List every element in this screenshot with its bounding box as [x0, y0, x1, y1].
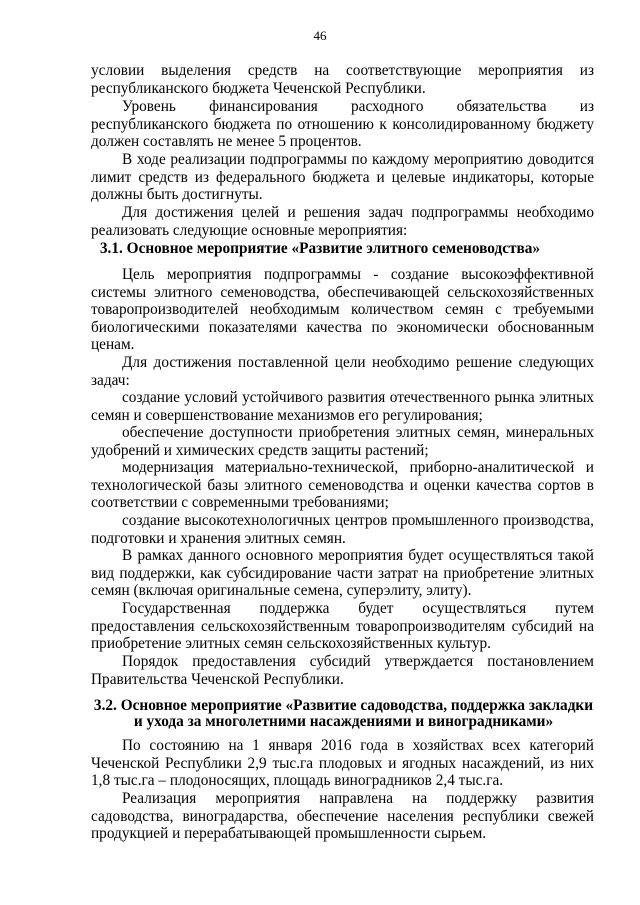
section-heading-3-2-line2: и ухода за многолетними насаждениями и виноградниками» [133, 713, 554, 730]
page-number: 46 [313, 28, 327, 43]
task-item-2: обеспечение доступности приобретения элитных семян, минеральных удобрений и химических средств защиты растений; [91, 424, 594, 459]
paragraph-status-2016: По состоянию на 1 января 2016 года в хозяйствах всех категорий Чеченской Республики 2,9 тыс.га плодовых и ягодных насаждений, из них 1,8 тыс.га – плодоносящих, площадь виноградников 2,4 тыс.га. [91, 737, 594, 790]
paragraph-implementation: Реализация мероприятия направлена на поддержку развития садоводства, виноградарства, обеспечение населения республики свежей продукцией и перерабатывающей промышленности сырьем. [91, 790, 594, 843]
paragraph-state-support: Государственная поддержка будет осуществляться путем предоставления сельскохозяйственным товаропроизводителям субсидий на приобретение элитных семян сельскохозяйственных культур. [91, 600, 594, 653]
paragraph-goal: Цель мероприятия подпрограммы - создание высокоэффективной системы элитного семеноводства, обеспечивающей сельскохозяйственных товаропроизводителей необходимым количеством семян с требуемыми биологическими показателями качества по экономически обоснованным ценам. [91, 266, 594, 354]
section-heading-3-2 [91, 698, 596, 730]
task-item-3: модернизация материально-технической, приборно-аналитической и технологической базы элитного семеноводства и оценки качества сортов в соответствии с современными требованиями; [91, 459, 594, 512]
section-heading-3-2-line1: 3.2. Основное мероприятие «Развитие садоводства, поддержка закладки [93, 697, 594, 714]
paragraph-support-type: В рамках данного основного мероприятия будет осуществляться такой вид поддержки, как субсидирование части затрат на приобретение элитных семян (включая оригинальные семена, суперэлиту, элиту). [91, 547, 594, 600]
paragraph-tasks-intro: Для достижения поставленной цели необходимо решение следующих задач: [91, 354, 594, 389]
task-item-4: создание высокотехнологичных центров промышленного производства, подготовки и хранения элитных семян. [91, 512, 594, 547]
section-heading-3-1: 3.1. Основное мероприятие «Развитие элитного семеноводства» [99, 240, 541, 257]
paragraph-measures-intro: Для достижения целей и решения задач подпрограммы необходимо реализовать следующие основные мероприятия: [91, 204, 594, 239]
task-item-1: создание условий устойчивого развития отечественного рынка элитных семян и совершенствование механизмов его регулирования; [91, 389, 594, 424]
paragraph-financing-level: Уровень финансирования расходного обязательства из республиканского бюджета по отношению к консолидированному бюджету должен составлять не менее 5 процентов. [91, 98, 594, 151]
paragraph-continuation: условии выделения средств на соответствующие мероприятия из республиканского бюджета Чеченской Республики. [91, 62, 594, 97]
paragraph-subsidy-procedure: Порядок предоставления субсидий утверждается постановлением Правительства Чеченской Республики. [91, 653, 594, 688]
paragraph-limit: В ходе реализации подпрограммы по каждому мероприятию доводится лимит средств из федерального бюджета и целевые индикаторы, которые должны быть достигнуты. [91, 151, 594, 204]
